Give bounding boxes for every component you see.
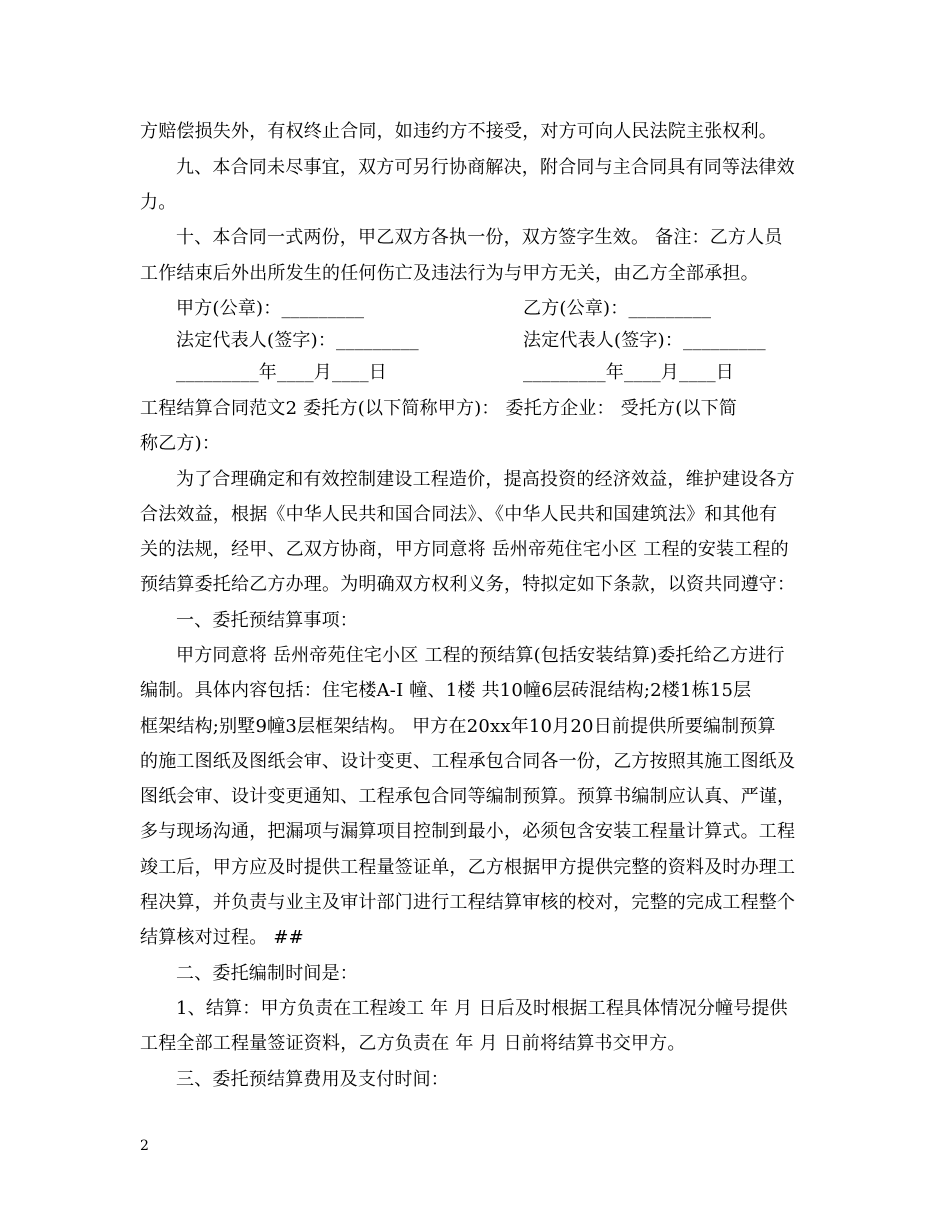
paragraph-line: 结算核对过程。 ## <box>140 927 304 948</box>
page-number: 2 <box>140 1138 149 1154</box>
party-a-date: _________年____月____日 <box>176 362 387 383</box>
party-b-date: _________年____月____日 <box>523 362 734 383</box>
paragraph-line: 竣工后，甲方应及时提供工程量签证单，乙方根据甲方提供完整的资料及时办理工 <box>140 857 796 878</box>
paragraph-line: 力。 <box>140 192 177 213</box>
paragraph-line: 预结算委托给乙方办理。为明确双方权利义务，特拟定如下条款，以资共同遵守： <box>140 574 796 595</box>
paragraph-line: 图纸会审、设计变更通知、工程承包合同等编制预算。预算书编制应认真、严谨， <box>140 786 796 807</box>
signature-row-date <box>176 362 820 384</box>
paragraph-line: 工程全部工程量签证资料，乙方负责在 年 月 日前将结算书交甲方。 <box>140 1033 686 1054</box>
paragraph-line: 九、本合同未尽事宜，双方可另行协商解决，附合同与主合同具有同等法律效 <box>176 157 795 178</box>
paragraph-line: 编制。具体内容包括：住宅楼A-Ⅰ 幢、1楼 共10幢6层砖混结构;2楼1栋15层 <box>140 680 752 701</box>
section-heading: 一、委托预结算事项： <box>176 610 358 631</box>
party-a-representative: 法定代表人(签字)：_________ <box>176 330 419 351</box>
paragraph-line: 工程结算合同范文2 委托方(以下简称甲方)： 委托方企业： 受托方(以下简 <box>140 398 738 419</box>
paragraph-line: 的施工图纸及图纸会审、设计变更、工程承包合同各一份，乙方按照其施工图纸及 <box>140 751 796 772</box>
signature-row-rep <box>176 330 820 352</box>
party-b-representative: 法定代表人(签字)：_________ <box>523 330 766 351</box>
paragraph-line: 方赔偿损失外，有权终止合同，如违约方不接受，对方可向人民法院主张权利。 <box>140 121 777 142</box>
party-a-seal: 甲方(公章)：_________ <box>176 298 365 319</box>
party-b-seal: 乙方(公章)：_________ <box>523 298 712 319</box>
paragraph-line: 程决算，并负责与业主及审计部门进行工程结算审核的校对，完整的完成工程整个 <box>140 892 796 913</box>
paragraph-line: 关的法规，经甲、乙双方协商，甲方同意将 岳州帝苑住宅小区 工程的安装工程的 <box>140 539 789 560</box>
paragraph-line: 十、本合同一式两份，甲乙双方各执一份，双方签字生效。 备注：乙方人员 <box>176 227 783 248</box>
section-heading: 三、委托预结算费用及支付时间： <box>176 1069 449 1090</box>
paragraph-line: 1、结算：甲方负责在工程竣工 年 月 日后及时根据工程具体情况分幢号提供 <box>176 998 788 1019</box>
signature-row-party <box>176 298 820 320</box>
paragraph-line: 为了合理确定和有效控制建设工程造价，提高投资的经济效益，维护建设各方 <box>176 469 795 490</box>
paragraph-line: 甲方同意将 岳州帝苑住宅小区 工程的预结算(包括安装结算)委托给乙方进行 <box>176 645 785 666</box>
paragraph-line: 合法效益，根据《中华人民共和国合同法》、《中华人民共和国建筑法》和其他有 <box>140 504 778 525</box>
paragraph-line: 框架结构;别墅9幢3层框架结构。 甲方在20xx年10月20日前提供所要编制预算 <box>140 716 776 737</box>
paragraph-line: 多与现场沟通，把漏项与漏算项目控制到最小，必须包含安装工程量计算式。工程 <box>140 821 796 842</box>
section-heading: 二、委托编制时间是： <box>176 963 358 984</box>
paragraph-line: 工作结束后外出所发生的任何伤亡及违法行为与甲方无关，由乙方全部承担。 <box>140 263 759 284</box>
paragraph-line: 称乙方)： <box>140 433 221 454</box>
